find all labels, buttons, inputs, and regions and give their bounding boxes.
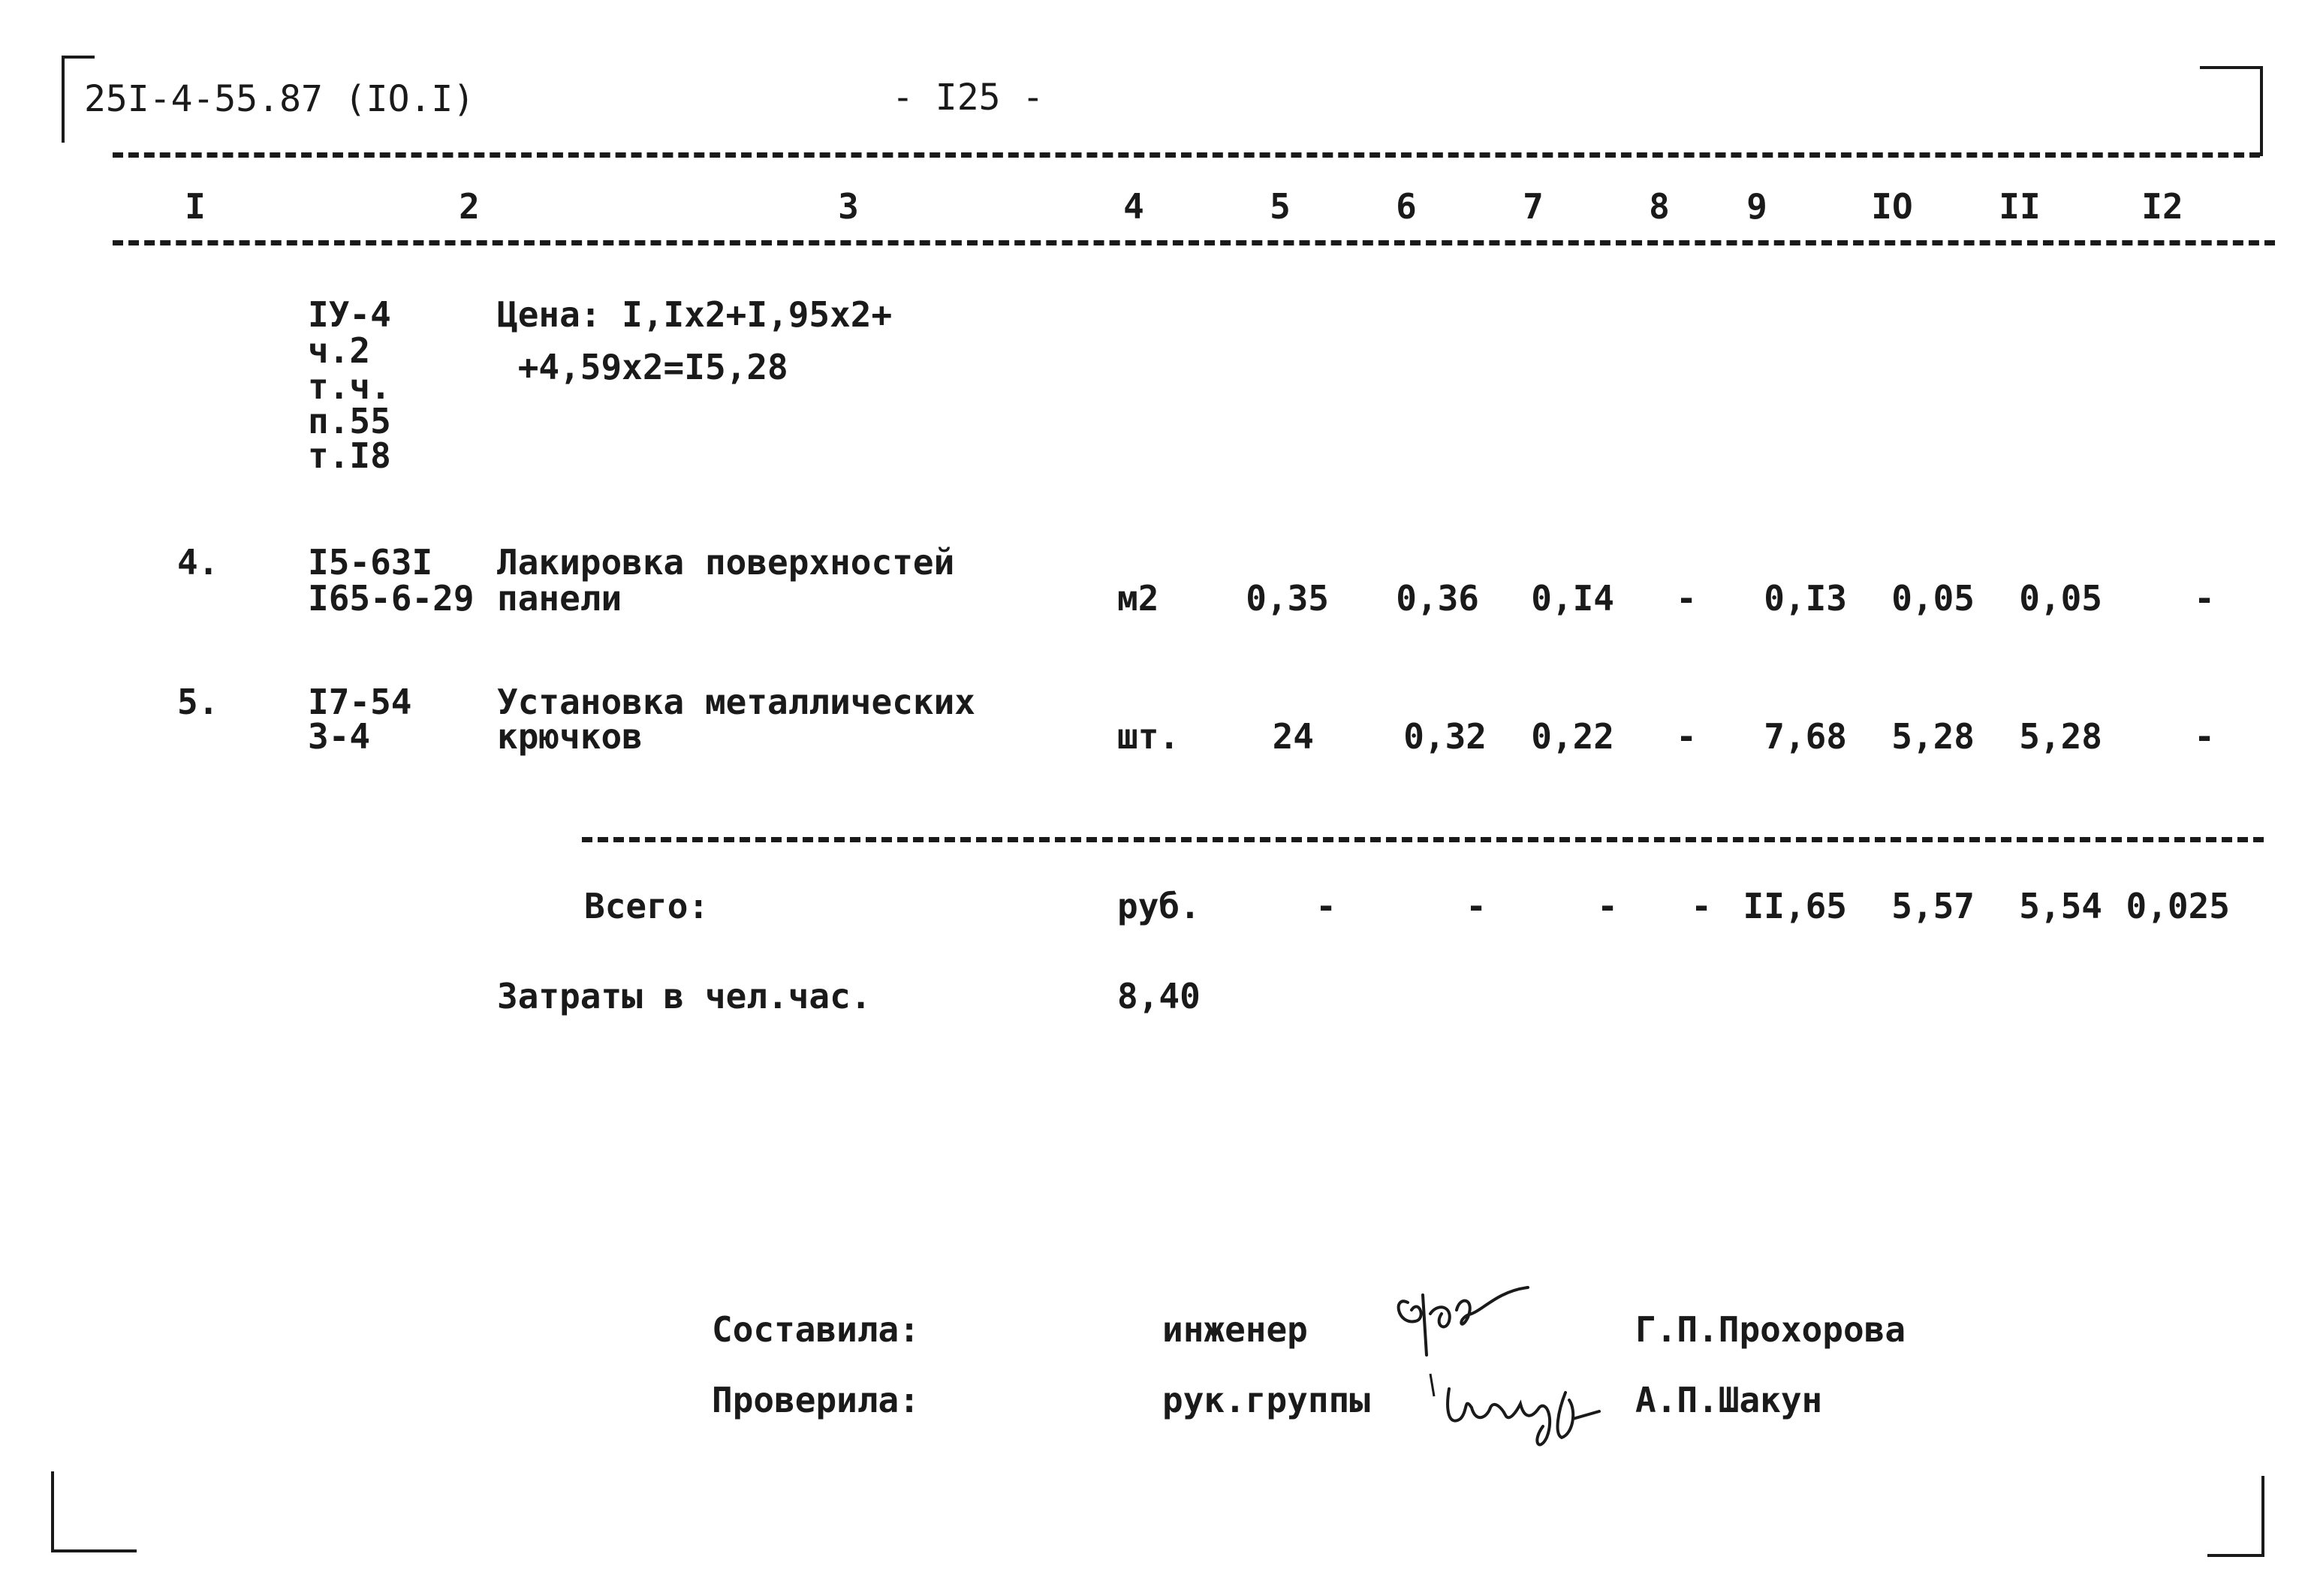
handwritten-signature-2 [1427, 1366, 1637, 1464]
column-header: 4 [1123, 186, 1144, 227]
column-header: 9 [1746, 186, 1767, 227]
column-header: 7 [1523, 186, 1544, 227]
corner-mark-top-right [2200, 66, 2263, 156]
norm-code: ч.2 [308, 330, 371, 371]
signature-name: Г.П.Прохорова [1635, 1309, 1906, 1350]
document-code: 25I-4-55.87 (IO.I) [84, 78, 475, 120]
total-value: 5,57 [1891, 886, 1975, 926]
cell-value: - [1676, 716, 1697, 757]
signature-position: инженер [1162, 1309, 1308, 1350]
cell-value: 0,22 [1531, 716, 1614, 757]
signature-role-label: Проверила: [712, 1380, 920, 1420]
price-formula: +4,59x2=I5,28 [497, 347, 788, 387]
signature-name: А.П.Шакун [1635, 1380, 1823, 1420]
header-bottom-rule [113, 240, 2275, 245]
row-number: 5. [177, 682, 219, 722]
total-value: 5,54 [2019, 886, 2102, 926]
work-description: Лакировка поверхностей [497, 542, 955, 583]
corner-mark-bottom-right [2207, 1476, 2264, 1557]
total-value: - [1315, 886, 1336, 926]
total-unit: руб. [1117, 886, 1201, 926]
unit: м2 [1117, 578, 1159, 619]
cell-value: 0,I4 [1531, 578, 1614, 619]
norm-code: I7-54 [308, 682, 412, 722]
cell-value: 5,28 [1891, 716, 1975, 757]
signature-role-label: Составила: [712, 1309, 920, 1350]
column-header: 3 [838, 186, 859, 227]
cell-value: 0,36 [1396, 578, 1479, 619]
price-formula: Цена: I,Ix2+I,95x2+ [497, 294, 893, 335]
labor-value: 8,40 [1117, 976, 1201, 1016]
cell-value: - [2194, 716, 2215, 757]
work-description: панели [497, 578, 622, 619]
total-value: 0,025 [2126, 886, 2230, 926]
norm-code: т.I8 [308, 435, 391, 476]
corner-mark-bottom-left [51, 1471, 137, 1552]
norm-code: I65-6-29 [308, 578, 475, 619]
column-header: II [1999, 186, 2041, 227]
cell-value: - [2194, 578, 2215, 619]
total-value: - [1466, 886, 1487, 926]
cell-value: 0,05 [2019, 578, 2102, 619]
norm-code: I5-63I [308, 542, 433, 583]
unit: шт. [1117, 716, 1180, 757]
column-header: 6 [1396, 186, 1417, 227]
total-value: - [1597, 886, 1618, 926]
header-top-rule [113, 152, 2260, 158]
norm-code: IУ-4 [308, 294, 391, 335]
norm-code: 3-4 [308, 716, 371, 757]
row-number: 4. [177, 542, 219, 583]
total-label: Всего: [584, 886, 710, 926]
column-header: 2 [459, 186, 480, 227]
total-value: II,65 [1743, 886, 1847, 926]
total-value: - [1691, 886, 1712, 926]
work-description: крючков [497, 716, 643, 757]
labor-label: Затраты в чел.час. [497, 976, 872, 1016]
cell-value: 0,I3 [1764, 578, 1847, 619]
cell-value: 0,05 [1891, 578, 1975, 619]
column-header: I2 [2141, 186, 2183, 227]
norm-code: п.55 [308, 401, 391, 441]
column-header: 5 [1270, 186, 1291, 227]
cell-value: 5,28 [2019, 716, 2102, 757]
column-header: I [185, 186, 206, 227]
column-header: 8 [1649, 186, 1670, 227]
cell-value: 0,35 [1246, 578, 1329, 619]
work-description: Установка металлических [497, 682, 975, 722]
norm-code: т.ч. [308, 366, 391, 407]
signature-position: рук.группы [1162, 1380, 1370, 1420]
cell-value: 7,68 [1764, 716, 1847, 757]
page-number: - I25 - [892, 77, 1044, 119]
handwritten-signature-1 [1385, 1280, 1550, 1363]
cell-value: 24 [1272, 716, 1314, 757]
column-header: IO [1871, 186, 1913, 227]
total-rule [582, 837, 2264, 842]
cell-value: 0,32 [1403, 716, 1487, 757]
cell-value: - [1676, 578, 1697, 619]
